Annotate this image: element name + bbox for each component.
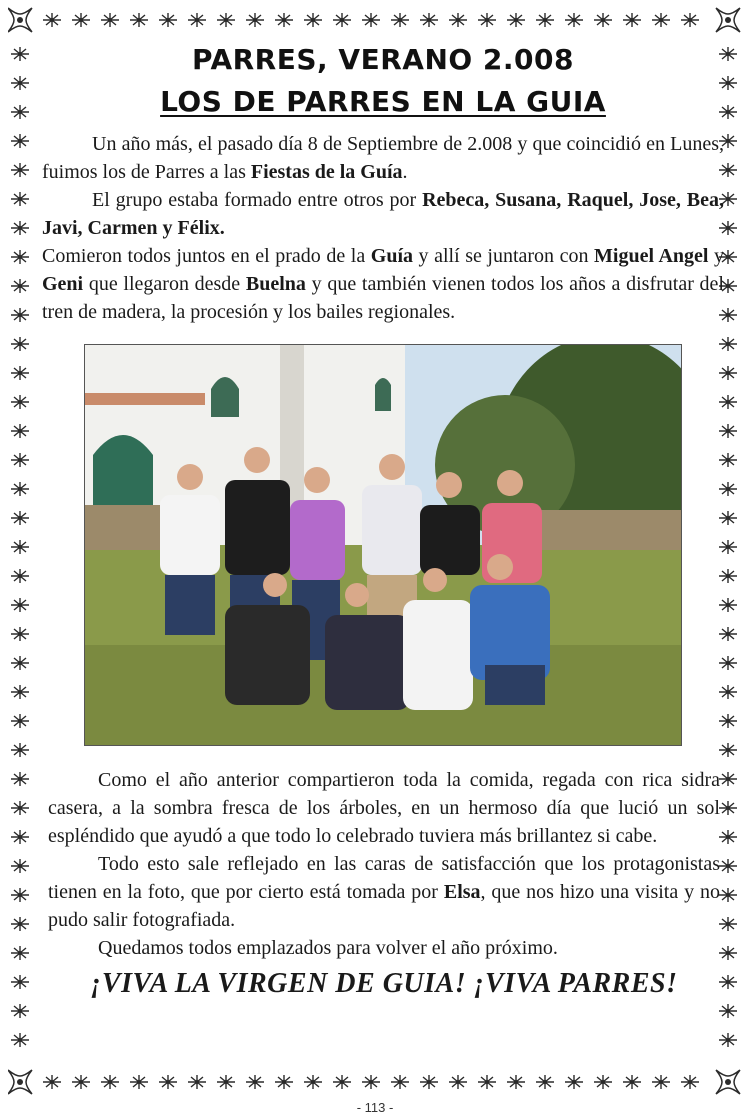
ornament-icon xyxy=(623,13,641,27)
ornament-icon xyxy=(11,540,29,554)
ornament-icon xyxy=(11,511,29,525)
ornament-icon xyxy=(391,13,409,27)
closing-paragraph-2: Todo esto sale reflejado en las caras de satisfacción que los protagonistas tienen en la foto, que por cierto está tomada por Elsa, que nos hizo una visita y no pudo salir fotografiada. xyxy=(48,853,720,931)
ornament-icon xyxy=(594,1075,612,1089)
decorative-border xyxy=(8,6,742,1096)
ornament-icon xyxy=(43,1075,61,1089)
ornament-icon xyxy=(11,163,29,177)
page-subtitle: LOS DE PARRES EN LA GUIA xyxy=(160,85,606,118)
page-title: PARRES, VERANO 2.008 xyxy=(192,43,574,76)
closing-paragraph-3: Quedamos todos emplazados para volver el año próximo. xyxy=(98,937,558,959)
ornament-icon xyxy=(536,13,554,27)
ornament-icon xyxy=(420,13,438,27)
ornament-icon xyxy=(11,47,29,61)
ornament-icon xyxy=(188,1075,206,1089)
closing-paragraph-1: Como el año anterior compartieron toda la comida, regada con rica sidra casera, a la sombra fresca de los árboles, en un hermoso día que lució un sol espléndido que ayudó a que todo lo celebrado tuviera más brillantez si cabe. xyxy=(48,769,720,847)
ornament-icon xyxy=(478,1075,496,1089)
ornament-icon xyxy=(11,598,29,612)
ornament-icon xyxy=(11,366,29,380)
ornament-icon xyxy=(719,1004,737,1018)
ornament-icon xyxy=(11,76,29,90)
ornament-icon xyxy=(246,13,264,27)
ornament-icon xyxy=(536,1075,554,1089)
ornament-icon xyxy=(11,685,29,699)
ornament-icon xyxy=(11,830,29,844)
page-number: - 113 - xyxy=(356,1100,394,1115)
ornament-icon xyxy=(565,1075,583,1089)
ornament-icon xyxy=(594,13,612,27)
ornament-icon xyxy=(11,714,29,728)
ornament-icon xyxy=(159,1075,177,1089)
ornament-icon xyxy=(362,13,380,27)
ornament-icon xyxy=(681,13,699,27)
ornament-icon xyxy=(11,975,29,989)
ornament-icon xyxy=(11,250,29,264)
ornament-icon xyxy=(304,13,322,27)
viva-slogan: ¡VIVA LA VIRGEN DE GUIA! ¡VIVA PARRES! xyxy=(90,968,678,999)
ornament-icon xyxy=(101,1075,119,1089)
ornament-icon xyxy=(11,743,29,757)
closing-section xyxy=(42,766,724,1000)
ornament-icon xyxy=(652,13,670,27)
ornament-icon xyxy=(719,1033,737,1047)
ornament-icon xyxy=(130,13,148,27)
ornament-icon xyxy=(11,337,29,351)
group-photo xyxy=(84,344,682,746)
ornament-icon xyxy=(11,917,29,931)
ornament-icon xyxy=(11,569,29,583)
ornament-icon xyxy=(11,221,29,235)
ornament-icon xyxy=(391,1075,409,1089)
ornament-icon xyxy=(130,1075,148,1089)
ornament-icon xyxy=(159,13,177,27)
ornament-icon xyxy=(11,424,29,438)
ornament-icon xyxy=(681,1075,699,1089)
ornament-icon xyxy=(11,801,29,815)
ornament-icon xyxy=(11,453,29,467)
ornament-icon xyxy=(11,859,29,873)
ornament-icon xyxy=(11,888,29,902)
ornament-icon xyxy=(11,308,29,322)
ornament-icon xyxy=(11,772,29,786)
ornament-icon xyxy=(11,192,29,206)
ornament-icon xyxy=(11,279,29,293)
ornament-icon xyxy=(449,1075,467,1089)
ornament-icon xyxy=(304,1075,322,1089)
ornament-icon xyxy=(275,1075,293,1089)
ornament-icon xyxy=(11,1004,29,1018)
ornament-icon xyxy=(478,13,496,27)
ornament-icon xyxy=(11,134,29,148)
ornament-icon xyxy=(565,13,583,27)
ornament-icon xyxy=(652,1075,670,1089)
ornament-icon xyxy=(217,1075,235,1089)
ornament-icon xyxy=(420,1075,438,1089)
ornament-icon xyxy=(507,13,525,27)
ornament-icon xyxy=(217,13,235,27)
ornament-icon xyxy=(11,627,29,641)
intro-paragraph-3: Comieron todos juntos en el prado de la Guía y allí se juntaron con Miguel Angel y Geni que llegaron desde Buelna y que también vienen todos los años a disfrutar del tren de madera, la procesión y los bailes regionales. xyxy=(42,245,725,323)
ornament-icon xyxy=(11,946,29,960)
ornament-icon xyxy=(11,395,29,409)
intro-paragraph-2: El grupo estaba formado entre otros por Rebeca, Susana, Raquel, Jose, Bea, Javi, Carmen y Félix. xyxy=(42,189,724,239)
ornament-icon xyxy=(72,13,90,27)
ornament-icon xyxy=(507,1075,525,1089)
ornament-icon xyxy=(246,1075,264,1089)
ornament-icon xyxy=(11,656,29,670)
ornament-icon xyxy=(449,13,467,27)
ornament-icon xyxy=(188,13,206,27)
ornament-icon xyxy=(333,13,351,27)
ornament-icon xyxy=(623,1075,641,1089)
ornament-icon xyxy=(72,1075,90,1089)
article-body xyxy=(42,42,724,1000)
ornament-icon xyxy=(11,1033,29,1047)
ornament-icon xyxy=(43,13,61,27)
intro-paragraph-1: Un año más, el pasado día 8 de Septiembre de 2.008 y que coincidió en Lunes, fuimos los de Parres a las Fiestas de la Guía. xyxy=(42,133,724,183)
ornament-icon xyxy=(101,13,119,27)
ornament-icon xyxy=(275,13,293,27)
group-photo-illustration xyxy=(85,345,681,745)
ornament-icon xyxy=(11,482,29,496)
ornament-icon xyxy=(11,105,29,119)
ornament-icon xyxy=(362,1075,380,1089)
ornament-icon xyxy=(333,1075,351,1089)
